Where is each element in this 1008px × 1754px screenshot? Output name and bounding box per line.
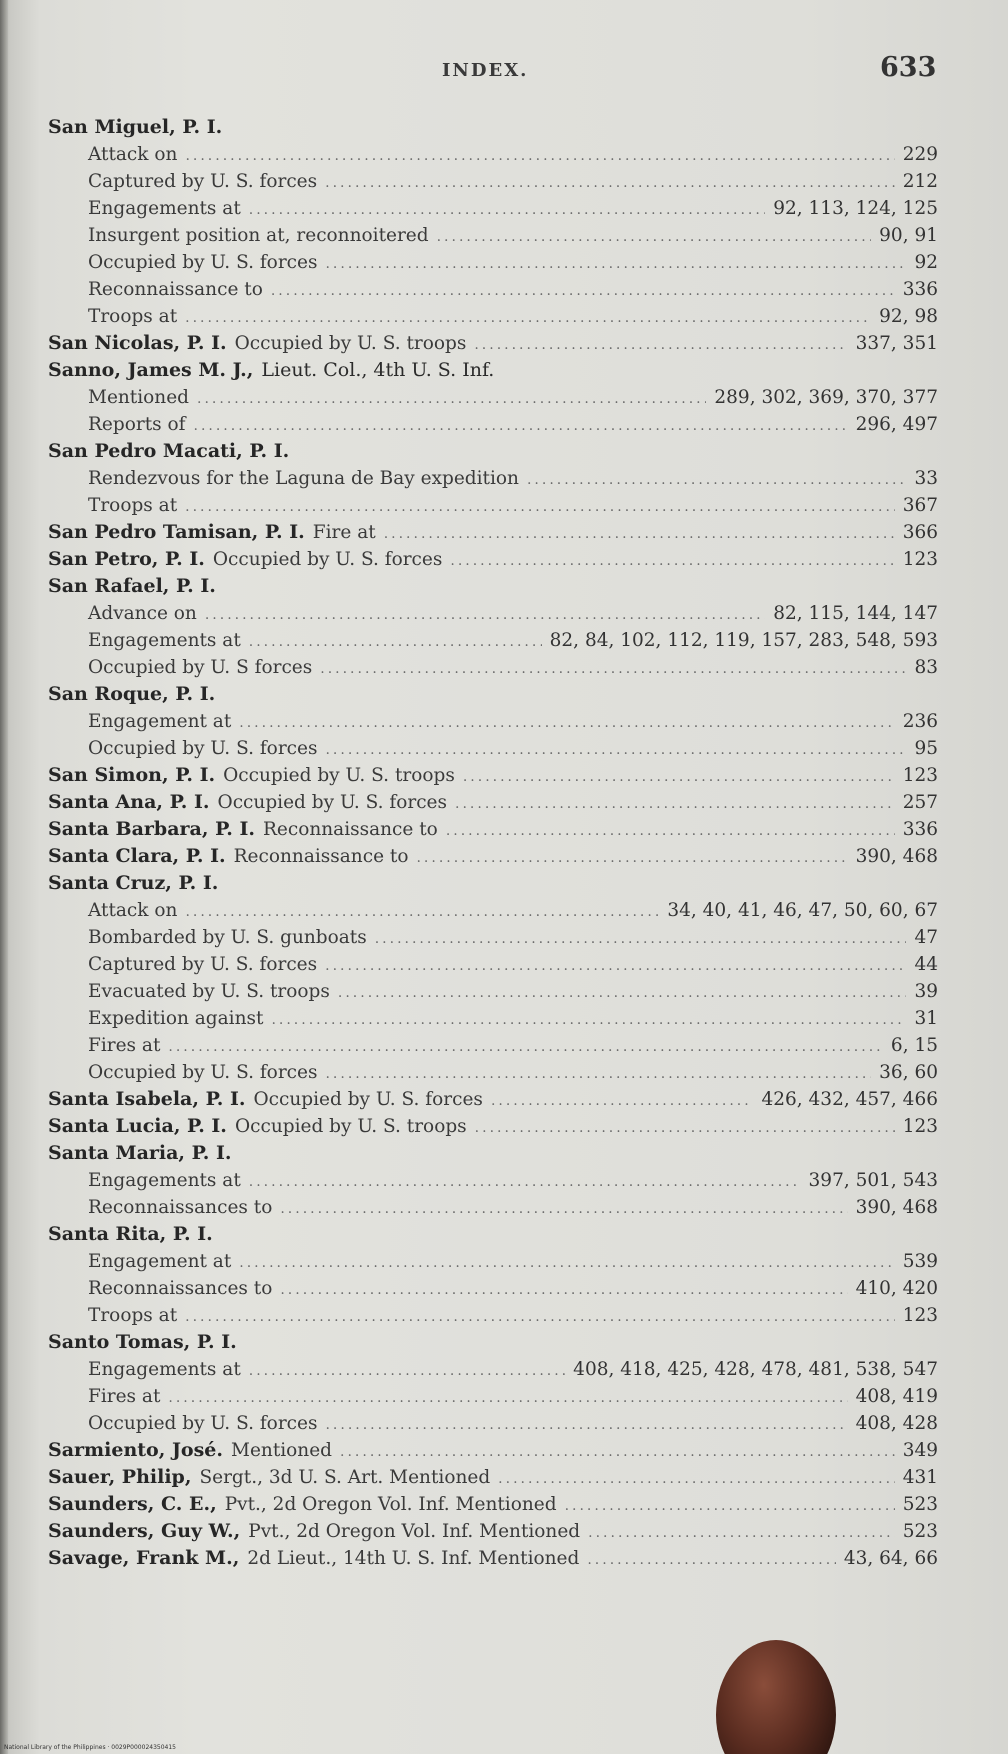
- index-entry: [48, 114, 938, 330]
- index-entry: [48, 1437, 938, 1464]
- page-references: 92, 98: [879, 306, 938, 327]
- dot-leader: [197, 386, 706, 413]
- sub-entry-label: Reconnaissances to: [88, 1278, 273, 1299]
- dot-leader: [491, 1088, 754, 1115]
- sub-entry: [48, 1383, 938, 1410]
- dot-leader: [325, 251, 906, 278]
- sub-entry-label: Evacuated by U. S. troops: [88, 981, 330, 1002]
- index-entry: [48, 357, 938, 438]
- entry-name: Santo Tomas, P. I.: [48, 1331, 237, 1353]
- entry-heading: [48, 681, 938, 708]
- index-entry: [48, 816, 938, 843]
- entry-line: [48, 1086, 938, 1113]
- page-references: 523: [902, 1521, 938, 1542]
- entry-name: San Nicolas, P. I.: [48, 332, 227, 354]
- dot-leader: [375, 926, 907, 953]
- page-references: 33: [914, 468, 938, 489]
- sub-entry-label: Troops at: [88, 495, 178, 516]
- page-references: 390, 468: [855, 846, 938, 867]
- sub-entry-label: Captured by U. S. forces: [88, 954, 318, 975]
- dot-leader: [338, 980, 907, 1007]
- entry-line: [48, 519, 938, 546]
- index-entry: [48, 1464, 938, 1491]
- entry-description: Occupied by U. S. troops: [234, 333, 467, 354]
- entry-description: Reconnaissance to: [262, 819, 438, 840]
- page-references: 123: [902, 1305, 938, 1326]
- entry-name: San Pedro Macati, P. I.: [48, 440, 290, 462]
- entry-line: [48, 330, 938, 357]
- dot-leader: [325, 170, 895, 197]
- dot-leader: [280, 1196, 847, 1223]
- dot-leader: [455, 791, 895, 818]
- dot-leader: [325, 953, 906, 980]
- sub-entry-label: Expedition against: [88, 1008, 264, 1029]
- dot-leader: [185, 305, 871, 332]
- page-references: 92: [914, 252, 938, 273]
- page-number: 633: [880, 52, 937, 83]
- sub-entry-label: Reports of: [88, 414, 186, 435]
- scan-credit: National Library of the Philippines · 0029P000024350415: [4, 1744, 176, 1751]
- page-references: 410, 420: [855, 1278, 938, 1299]
- page-references: 337, 351: [855, 333, 938, 354]
- sub-entry-label: Occupied by U. S. forces: [88, 1413, 318, 1434]
- sub-entry: [48, 222, 938, 249]
- sub-entry-label: Engagements at: [88, 630, 241, 651]
- page-references: 47: [914, 927, 938, 948]
- sub-entry: [48, 411, 938, 438]
- running-head: INDEX.: [442, 60, 529, 81]
- entry-name: Santa Rita, P. I.: [48, 1223, 213, 1245]
- entry-description: Occupied by U. S. forces: [217, 792, 448, 813]
- page-references: 336: [902, 279, 938, 300]
- page-references: 539: [902, 1251, 938, 1272]
- dot-leader: [325, 737, 906, 764]
- sub-entry: [48, 708, 938, 735]
- entry-heading: [48, 573, 938, 600]
- dot-leader: [450, 548, 894, 575]
- sub-entry-label: Attack on: [88, 144, 178, 165]
- dot-leader: [249, 629, 542, 656]
- sub-entry: [48, 627, 938, 654]
- sub-entry-label: Captured by U. S. forces: [88, 171, 318, 192]
- page-references: 408, 428: [855, 1413, 938, 1434]
- entry-line: [48, 1464, 938, 1491]
- entry-name: Santa Maria, P. I.: [48, 1142, 232, 1164]
- entry-heading: [48, 1221, 938, 1248]
- index-entry: [48, 1221, 938, 1329]
- page-references: 43, 64, 66: [843, 1548, 938, 1569]
- entry-heading: [48, 870, 938, 897]
- index-list: [48, 114, 938, 1572]
- entry-heading: [48, 114, 938, 141]
- sub-entry: [48, 1005, 938, 1032]
- dot-leader: [168, 1385, 847, 1412]
- entry-description: Occupied by U. S. forces: [253, 1089, 483, 1110]
- page-references: 367: [902, 495, 938, 516]
- dot-leader: [249, 1358, 565, 1385]
- entry-heading: [48, 1329, 938, 1356]
- sub-entry: [48, 492, 938, 519]
- page-references: 236: [902, 711, 938, 732]
- sub-entry-label: Fires at: [88, 1035, 161, 1056]
- entry-line: [48, 1518, 938, 1545]
- sub-entry-label: Insurgent position at, reconnoitered: [88, 225, 429, 246]
- sub-entry: [48, 465, 938, 492]
- entry-line: [48, 1545, 938, 1572]
- dot-leader: [185, 1304, 895, 1331]
- page-references: 426, 432, 457, 466: [761, 1089, 938, 1110]
- page-references: 39: [914, 981, 938, 1002]
- sub-entry-label: Fires at: [88, 1386, 161, 1407]
- sub-entry: [48, 654, 938, 681]
- dot-leader: [587, 1547, 836, 1574]
- index-entry: [48, 762, 938, 789]
- dot-leader: [565, 1493, 895, 1520]
- sub-entry: [48, 924, 938, 951]
- page-references: 523: [902, 1494, 938, 1515]
- index-entry: [48, 1113, 938, 1140]
- sub-entry-label: Occupied by U. S. forces: [88, 1062, 318, 1083]
- sub-entry: [48, 1356, 938, 1383]
- page-references: 408, 418, 425, 428, 478, 481, 538, 547: [573, 1359, 938, 1380]
- entry-name: Santa Cruz, P. I.: [48, 872, 219, 894]
- entry-line: [48, 762, 938, 789]
- dot-leader: [527, 467, 906, 494]
- page-references: 229: [902, 144, 938, 165]
- sub-entry-label: Troops at: [88, 1305, 178, 1326]
- page-references: 31: [914, 1008, 938, 1029]
- entry-description: Lieut. Col., 4th U. S. Inf.: [261, 359, 495, 381]
- dot-leader: [185, 494, 895, 521]
- entry-description: Occupied by U. S. troops: [234, 1116, 467, 1137]
- sub-entry: [48, 168, 938, 195]
- sub-entry-label: Advance on: [88, 603, 197, 624]
- sub-entry-label: Engagements at: [88, 1359, 241, 1380]
- entry-line: [48, 1113, 938, 1140]
- sub-entry-label: Occupied by U. S. forces: [88, 738, 318, 759]
- entry-name: Saunders, C. E.,: [48, 1493, 217, 1515]
- sub-entry: [48, 141, 938, 168]
- index-entry: [48, 438, 938, 519]
- entry-heading: [48, 1140, 938, 1167]
- dot-leader: [249, 1169, 801, 1196]
- page-references: 212: [902, 171, 938, 192]
- entry-description: Pvt., 2d Oregon Vol. Inf. Mentioned: [248, 1521, 581, 1542]
- dot-leader: [239, 1250, 894, 1277]
- dot-leader: [280, 1277, 847, 1304]
- sub-entry-label: Reconnaissances to: [88, 1197, 273, 1218]
- entry-name: San Roque, P. I.: [48, 683, 216, 705]
- page-references: 397, 501, 543: [808, 1170, 938, 1191]
- dot-leader: [475, 1115, 895, 1142]
- dot-leader: [325, 1061, 871, 1088]
- sub-entry: [48, 1194, 938, 1221]
- entry-description: Mentioned: [231, 1440, 333, 1461]
- entry-name: Sanno, James M. J.,: [48, 359, 254, 381]
- sub-entry-label: Occupied by U. S forces: [88, 657, 313, 678]
- entry-name: Santa Ana, P. I.: [48, 791, 210, 813]
- sub-entry: [48, 303, 938, 330]
- entry-name: Savage, Frank M.,: [48, 1547, 240, 1569]
- page-references: 408, 419: [855, 1386, 938, 1407]
- page-references: 92, 113, 124, 125: [773, 198, 938, 219]
- entry-description: Occupied by U. S. troops: [223, 765, 455, 786]
- dot-leader: [205, 602, 765, 629]
- entry-name: San Pedro Tamisan, P. I.: [48, 521, 305, 543]
- dot-leader: [463, 764, 895, 791]
- dot-leader: [271, 1007, 906, 1034]
- index-entry: [48, 546, 938, 573]
- sub-entry-label: Engagements at: [88, 1170, 241, 1191]
- dot-leader: [239, 710, 894, 737]
- sub-entry-label: Troops at: [88, 306, 178, 327]
- entry-line: [48, 546, 938, 573]
- page-references: 336: [902, 819, 938, 840]
- entry-description: 2d Lieut., 14th U. S. Inf. Mentioned: [247, 1548, 580, 1569]
- dot-leader: [185, 143, 894, 170]
- page-references: 390, 468: [855, 1197, 938, 1218]
- page-references: 82, 84, 102, 112, 119, 157, 283, 548, 593: [549, 630, 938, 651]
- page-references: 95: [914, 738, 938, 759]
- dot-leader: [320, 656, 906, 683]
- entry-description: Pvt., 2d Oregon Vol. Inf. Mentioned: [224, 1494, 557, 1515]
- entry-name: Santa Barbara, P. I.: [48, 818, 255, 840]
- dot-leader: [325, 1412, 847, 1439]
- index-entry: [48, 573, 938, 681]
- index-entry: [48, 870, 938, 1086]
- entry-name: San Simon, P. I.: [48, 764, 216, 786]
- entry-name: Saunders, Guy W.,: [48, 1520, 241, 1542]
- entry-description: Occupied by U. S. forces: [212, 549, 443, 570]
- entry-name: Santa Isabela, P. I.: [48, 1088, 246, 1110]
- entry-name: San Rafael, P. I.: [48, 575, 216, 597]
- entry-line: [48, 843, 938, 870]
- page-references: 90, 91: [879, 225, 938, 246]
- sub-entry: [48, 1302, 938, 1329]
- dot-leader: [384, 521, 895, 548]
- sub-entry-label: Engagement at: [88, 1251, 232, 1272]
- entry-name: San Miguel, P. I.: [48, 116, 223, 138]
- dot-leader: [185, 899, 659, 926]
- index-entry: [48, 1329, 938, 1437]
- dot-leader: [416, 845, 847, 872]
- page-references: 123: [902, 549, 938, 570]
- page-references: 123: [902, 765, 938, 786]
- page-references: 6, 15: [890, 1035, 938, 1056]
- index-entry: [48, 1086, 938, 1113]
- entry-name: Santa Clara, P. I.: [48, 845, 226, 867]
- index-entry: [48, 519, 938, 546]
- dot-leader: [340, 1439, 895, 1466]
- dot-leader: [474, 332, 847, 359]
- sub-entry-label: Rendezvous for the Laguna de Bay expedition: [88, 468, 519, 489]
- entry-name: Sarmiento, José.: [48, 1439, 224, 1461]
- sub-entry: [48, 1275, 938, 1302]
- sub-entry: [48, 384, 938, 411]
- index-entry: [48, 789, 938, 816]
- dot-leader: [271, 278, 895, 305]
- page-references: 296, 497: [855, 414, 938, 435]
- entry-line: [48, 816, 938, 843]
- dot-leader: [168, 1034, 883, 1061]
- dot-leader: [194, 413, 848, 440]
- index-entry: [48, 843, 938, 870]
- dot-leader: [588, 1520, 895, 1547]
- sub-entry-label: Bombarded by U. S. gunboats: [88, 927, 367, 948]
- page-references: 36, 60: [879, 1062, 938, 1083]
- sub-entry-label: Engagement at: [88, 711, 232, 732]
- sub-entry: [48, 600, 938, 627]
- dot-leader: [498, 1466, 895, 1493]
- sub-entry: [48, 1032, 938, 1059]
- entry-heading: [48, 438, 938, 465]
- binding-shadow: [0, 0, 8, 1754]
- sub-entry-label: Engagements at: [88, 198, 241, 219]
- page-references: 431: [902, 1467, 938, 1488]
- sub-entry: [48, 249, 938, 276]
- page-references: 257: [902, 792, 938, 813]
- dot-leader: [446, 818, 895, 845]
- page-references: 82, 115, 144, 147: [773, 603, 938, 624]
- sub-entry: [48, 1059, 938, 1086]
- entry-name: Santa Lucia, P. I.: [48, 1115, 227, 1137]
- entry-heading: [48, 357, 938, 384]
- sub-entry: [48, 1167, 938, 1194]
- entry-line: [48, 789, 938, 816]
- index-entry: [48, 1545, 938, 1572]
- index-entry: [48, 330, 938, 357]
- page-references: 83: [914, 657, 938, 678]
- sub-entry: [48, 195, 938, 222]
- page-references: 123: [902, 1116, 938, 1137]
- sub-entry-label: Occupied by U. S. forces: [88, 252, 318, 273]
- sub-entry: [48, 1248, 938, 1275]
- index-entry: [48, 1491, 938, 1518]
- sub-entry: [48, 897, 938, 924]
- sub-entry: [48, 735, 938, 762]
- index-entry: [48, 681, 938, 762]
- sub-entry-label: Reconnaissance to: [88, 279, 263, 300]
- entry-name: San Petro, P. I.: [48, 548, 205, 570]
- page-references: 44: [914, 954, 938, 975]
- scanner-thumb: [716, 1640, 836, 1754]
- dot-leader: [437, 224, 872, 251]
- index-entry: [48, 1518, 938, 1545]
- page-references: 366: [902, 522, 938, 543]
- entry-name: Sauer, Philip,: [48, 1466, 192, 1488]
- sub-entry-label: Mentioned: [88, 387, 190, 408]
- sub-entry: [48, 276, 938, 303]
- sub-entry: [48, 951, 938, 978]
- entry-line: [48, 1491, 938, 1518]
- page-references: 34, 40, 41, 46, 47, 50, 60, 67: [667, 900, 938, 921]
- page-references: 289, 302, 369, 370, 377: [714, 387, 938, 408]
- entry-line: [48, 1437, 938, 1464]
- entry-description: Fire at: [312, 522, 376, 543]
- entry-description: Reconnaissance to: [233, 846, 409, 867]
- dot-leader: [249, 197, 765, 224]
- sub-entry: [48, 978, 938, 1005]
- entry-description: Sergt., 3d U. S. Art. Mentioned: [199, 1467, 491, 1488]
- index-entry: [48, 1140, 938, 1221]
- sub-entry-label: Attack on: [88, 900, 178, 921]
- sub-entry: [48, 1410, 938, 1437]
- page-references: 349: [902, 1440, 938, 1461]
- page-header: [0, 52, 1008, 92]
